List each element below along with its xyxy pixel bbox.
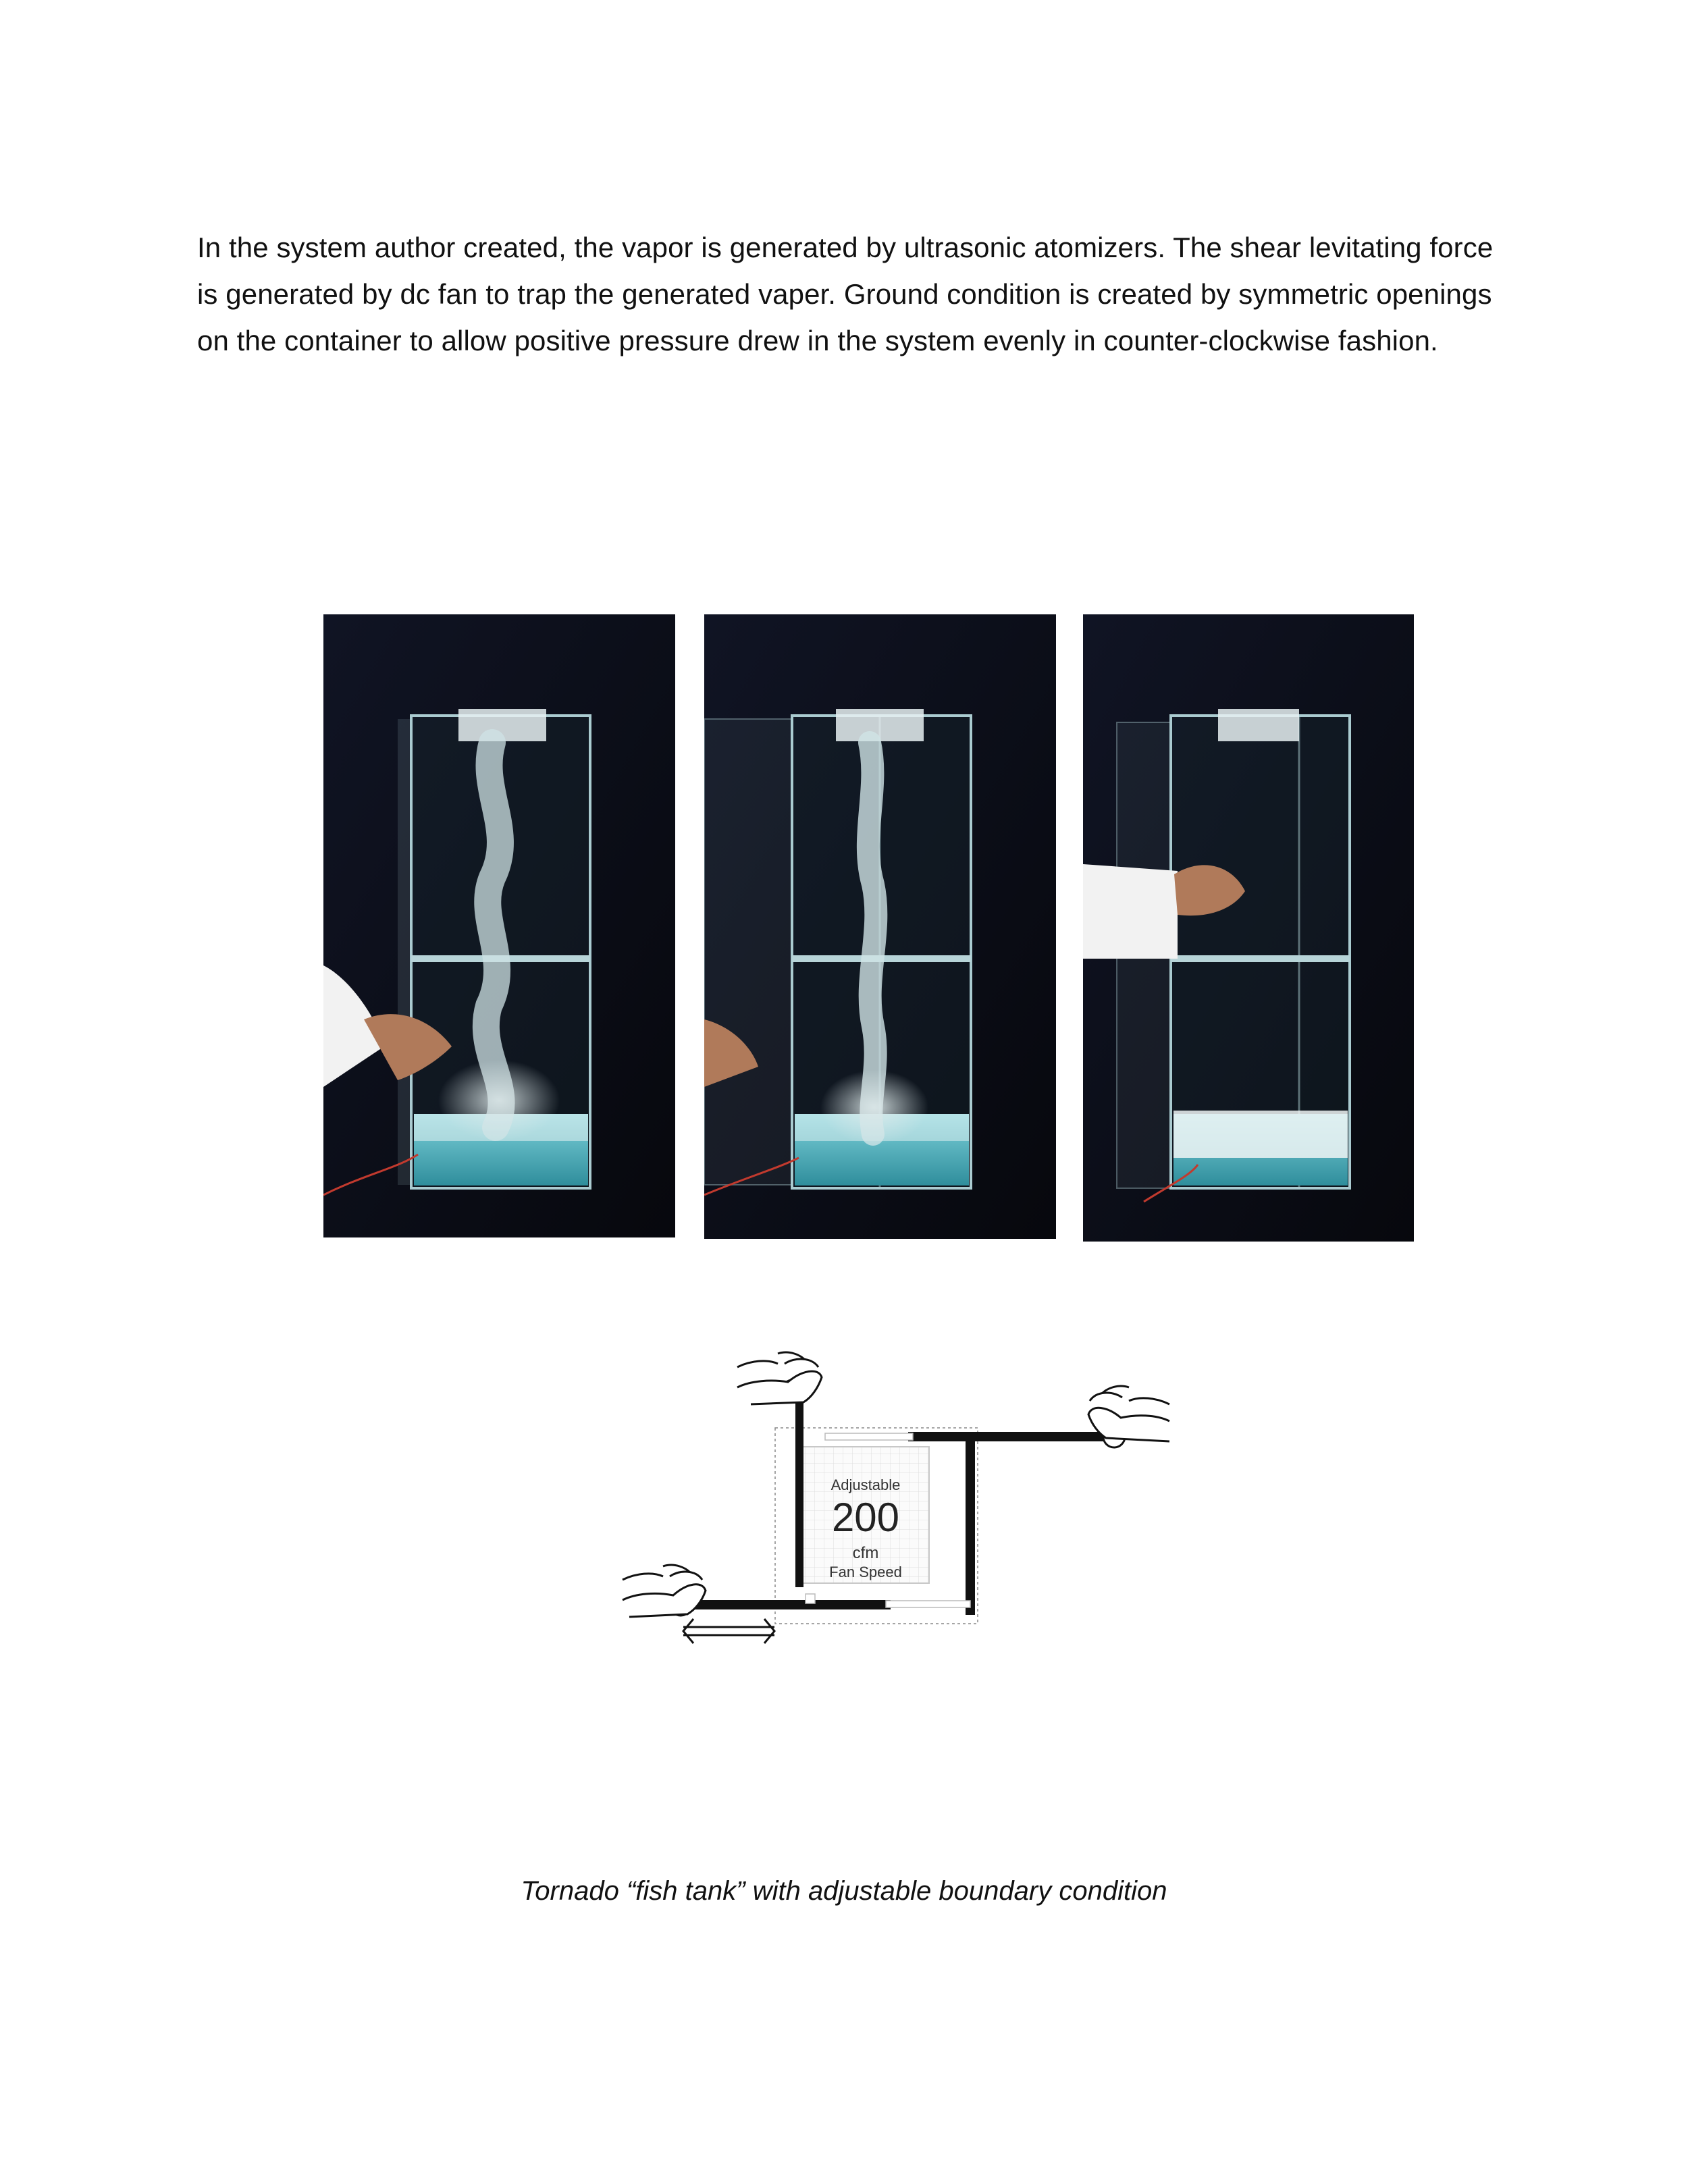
body-paragraph: In the system author created, the vapor is generated by ultrasonic atomizers. The shear levitating force is generated by dc fan to trap the generated vaper. Ground condition is created by symmetric openings on the container to allow positive pressure drew in the system evenly in counter-clockwise fashion. <box>197 232 1494 356</box>
boundary-condition-diagram <box>616 1340 1196 1664</box>
display-label-bottom: Fan Speed <box>829 1564 902 1580</box>
hand-icon-left <box>623 1565 706 1617</box>
hand-icon-top <box>737 1352 822 1404</box>
fan-speed-value: 200 <box>831 1495 900 1540</box>
tornado-tank-photo-3 <box>1083 614 1414 1242</box>
tornado-tank-photo-2 <box>704 614 1056 1239</box>
display-label-top: Adjustable <box>830 1476 901 1493</box>
slide-arrow-icon <box>683 1619 774 1643</box>
tornado-tank-photo-1 <box>323 614 675 1237</box>
figure-caption: Tornado “fish tank” with adjustable boundary condition <box>521 1876 1167 1906</box>
fan-speed-unit: cfm <box>852 1544 879 1562</box>
